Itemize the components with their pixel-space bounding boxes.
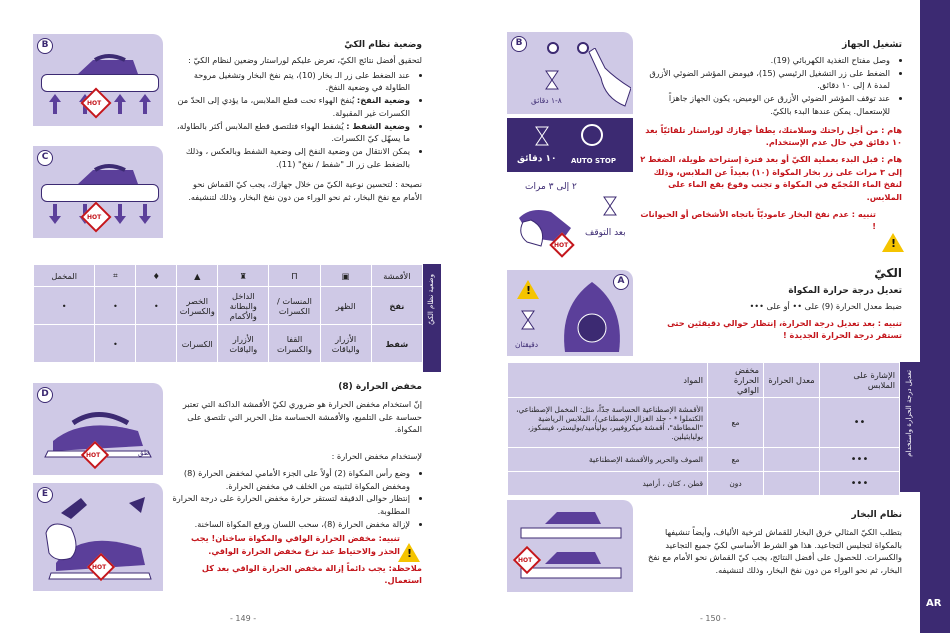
bullet: • عند توقف المؤشر الضوئي الأزرق عن الوميض، يكون الجهاز جاهزاً للإستعمال. يمكن عندها البدء بالكيّ.	[640, 92, 890, 117]
paragraph: ضبط معدل الحرارة (9) على •• أو على •••	[749, 301, 902, 311]
page-number-left: - 149 -	[230, 614, 257, 623]
cell: الخصر والكسرات	[177, 287, 218, 325]
finger-press-illustration	[585, 48, 631, 108]
cell: الأقمشة الإصطناعية الحساسة جدّاً، مثل: المخمل الإصطناعي، الكتملوا * - جلد الغزال الإصطناعي)، الملابس الرياضية "المطاطة"، أقمشة ميكروفيبر، بوليأميد/بوليستر، فيسكوز، بوليايثيلين.	[508, 398, 708, 448]
language-label: AR	[926, 598, 942, 609]
iron-steam-illustration	[515, 506, 627, 588]
cell: •••	[820, 448, 900, 472]
hourglass-icon	[521, 310, 535, 330]
hot-label: HOT	[518, 557, 533, 564]
figure-b-badge: B	[37, 38, 53, 54]
cell: •••	[820, 472, 900, 496]
warning-text: تنبيه : بعد تعديل درجة الحرارة، إنتظار حوالي دقيقتَين حتى تستقر درجة الحرارة الجديدة !	[667, 317, 902, 341]
times-label: ٢ إلى ٣ مرات	[525, 182, 577, 192]
skirt-icon: ▲	[177, 265, 218, 287]
cell: الظهر	[320, 287, 371, 325]
cell	[764, 448, 820, 472]
bullet: • وصل مفتاح التغذية الكهربائي (19).	[640, 54, 890, 67]
tie-icon: ♦	[136, 265, 177, 287]
tablecloth-icon: ⌗	[95, 265, 136, 287]
cell	[764, 472, 820, 496]
auto-stop-panel	[507, 118, 633, 172]
cell: •	[136, 287, 177, 325]
cell: القفا والكسرات	[269, 325, 320, 363]
section-title: وضعية نظام الكيّ	[344, 40, 422, 50]
cell: الصوف والحرير والأقمشة الإصطناعية	[508, 448, 708, 472]
warning-text: تنبيه : عدم نفخ البخار عاموديّاً باتجاه الأشخاص أو الحيوانات !	[640, 208, 876, 232]
warning-icon: !	[882, 233, 904, 252]
tip-paragraph: نصيحة : لتحسين نوعية الكيّ من خلال جهازك، يجب كيّ القماش نحو الأمام مع نفخ البخار، ثم نحو الوراء من دون نفخ البخار، وذلك لتنشيفه.	[188, 179, 422, 203]
ironing-modes-text	[172, 40, 422, 204]
cell: دون	[708, 472, 764, 496]
ten-minutes-label: ١٠ دقائق	[517, 154, 557, 164]
iron-illustration	[73, 162, 143, 188]
two-minutes-label: دقيقتان	[515, 340, 539, 349]
cell	[34, 325, 95, 363]
click-label: طق	[138, 449, 150, 457]
note-text: ملاحظة: يجب دائماً إزالة مخفض الحرارة الواقي بعد كل استعمال.	[201, 562, 422, 586]
hot-label: HOT	[92, 564, 107, 571]
temperature-table	[507, 362, 920, 492]
cell: الأزرار والياقات	[218, 325, 269, 363]
bullet: • وضع رأس المكواة (2) أولاً على الجزء الأمامي لمخفض الحرارة (8) ومخفض المكواة لتثبيته من الخلف في مخفض الحرارة.	[172, 467, 410, 492]
steam-system-text	[640, 510, 902, 577]
figure-d-badge: D	[37, 387, 53, 403]
figure-e-remove-guard	[33, 483, 163, 591]
hot-label: HOT	[86, 452, 101, 459]
hot-label: HOT	[87, 100, 102, 107]
fabric-mode-table	[33, 264, 441, 372]
hourglass-icon	[545, 70, 559, 90]
hot-label: HOT	[87, 214, 102, 221]
trousers-icon: Π	[269, 265, 320, 287]
figure-steam-times	[507, 178, 633, 260]
cell: قطن ، كتان ، أراميد	[508, 472, 708, 496]
fabric-icon-cell: المخمل	[34, 265, 95, 287]
shirt-icon: ▣	[320, 265, 371, 287]
auto-stop-label: AUTO STOP	[571, 157, 616, 165]
warning-text: تنبيه: مخفض الحرارة الواقي والمكواة ساخنان! يجب الحذر والاحتياط عند نزع مخفض الحرارة الواقي.	[191, 533, 400, 557]
cell: •	[95, 287, 136, 325]
cell: الأزرار والياقات	[320, 325, 371, 363]
warning-icon: !	[517, 280, 539, 299]
important-text: هام : من أجل راحتك وسلامتك، يطفأ جهازك لوراستار تلقائيّاً بعد ١٠ دقائق في حال عدم الإستخدام.	[645, 124, 902, 148]
cell: الداخل والبطانة والأكمام	[218, 287, 269, 325]
cell: •	[34, 287, 95, 325]
after-stop-label: بعد التوقف	[585, 228, 626, 238]
iron-temperature-text	[640, 266, 902, 342]
table-side-label: وضعية نظام الكيّ	[423, 264, 441, 372]
section-title: نظام البخار	[851, 510, 902, 520]
bullet: • الضغط على زر التشغيل الرئيسي (15)، فيومض المؤشر الضوئي الأزرق لمدة ٨ إلى ١٠ دقائق.	[640, 67, 890, 92]
cell: •	[95, 325, 136, 363]
cell: مع	[708, 398, 764, 448]
paragraph: لإستخدام مخفض الحرارة :	[331, 451, 422, 462]
cell: ••	[820, 398, 900, 448]
cell	[136, 325, 177, 363]
hourglass-icon	[535, 126, 549, 146]
header-cell: مخفض الحرارة الواقي	[708, 363, 764, 398]
cell	[764, 398, 820, 448]
iron-illustration	[73, 52, 143, 78]
bullet: • وضعية الشفط : يُشفط الهواء فتلتصق قطع الملابس أكثر بالطاولة، ما يسهّل كيّ الكسرات.	[172, 120, 410, 145]
section-title: مخفض الحرارة (8)	[338, 382, 422, 392]
figure-c-badge: C	[37, 150, 53, 166]
subsection-title: تعديل درجة حرارة المكواة	[788, 286, 902, 296]
header-cell: معدل الحرارة	[764, 363, 820, 398]
jacket-icon: ♜	[218, 265, 269, 287]
heat-guard-text	[172, 382, 422, 587]
hourglass-icon	[603, 196, 617, 216]
paragraph: إنّ استخدام مخفض الحرارة هو ضروري لكيّ الأقمشة الداكنة التي تعتبر حساسة على التلميع، والأقمشة الحساسة مثل الحرير التي تلتصق على المكواة.	[182, 399, 422, 435]
section-title: تشغيل الجهاز	[842, 40, 902, 50]
section-title: الكيّ	[874, 266, 902, 280]
figure-e-badge: E	[37, 487, 53, 503]
bullet: • وضعية النفخ: يُنفخ الهواء تحت قطع الملابس، ما يؤدي إلى الحدّ من الكسرات غير المقبولة.	[172, 94, 410, 119]
header-cell: الإشارة على الملابس	[820, 363, 900, 398]
start-device-text	[640, 40, 902, 233]
paragraph: بتطلب الكيّ المثالي خرق البخار للقماش لترخية الألياف، وأيضاً تنشيفها بالمكواة لتجليس التجاعيد. هذا هو الشرط الأساسي لكيّ جميع التجاعيد والكسرات. للحصول على أفضل النتائج، يجب كيّ القماش نحو الأمام مع نفخ البخار، ثم نحو الوراء من دون نفخ البخار، وذلك لتنشيفه.	[648, 527, 902, 576]
power-indicator-icon	[547, 42, 559, 54]
row-label: شفط	[371, 325, 422, 363]
bullet: • عند الضغط على زر الـ بخار (10)، يتم نفخ البخار وتشغيل مروحة الطاولة في وضعية النفخ.	[172, 69, 410, 94]
minutes-label: ٨-١ دقائق	[531, 96, 562, 105]
table-side-label: تعديل درجة الحرارة واستخدام	[900, 362, 920, 492]
bullet: • لإزالة مخفض الحرارة (8)، سحب اللسان ورفع المكواة الساخنة.	[172, 518, 410, 531]
cell: الكسرات	[177, 325, 218, 363]
important-text: هام : قبل البدء بعملية الكيّ أو بعد فترة إستراحة طويلة، الضغط ٢ إلى ٣ مرات على زر بخار المكواة (١٠) بعيداً عن الملابس، وذلك لنفخ الماء المُجمّع في المكواة و تجنب وقوع بقع الماء على الملابس.	[640, 153, 902, 203]
bullet: • إنتظار حوالى الدقيقة لتستقر حرارة مخفض الحرارة على درجة الحرارة المطلوبة.	[172, 492, 410, 517]
cell: المنسات / الكسرات	[269, 287, 320, 325]
bullet: • يمكن الانتقال من وضعية النفخ إلى وضعية الشفط وبالعكس ، وذلك بالضغط على زر الـ "شفط / نفخ" (11).	[172, 145, 410, 170]
page-number-right: - 150 -	[700, 614, 727, 623]
language-tab	[920, 0, 950, 633]
hot-label: HOT	[554, 242, 569, 249]
header-cell: المواد	[508, 363, 708, 398]
row-label: نفخ	[371, 287, 422, 325]
warning-icon: !	[398, 543, 420, 562]
figure-steam-system	[507, 500, 633, 592]
figure-b-badge: B	[511, 36, 527, 52]
figure-a-badge: A	[613, 274, 629, 290]
power-icon	[581, 124, 603, 146]
row-label: الأقمشة	[371, 265, 422, 287]
paragraph: لتحقيق أفضل نتائج الكيّ، تعرض عليكم لوراستار وضعين لنظام الكيّ :	[188, 55, 422, 65]
cell: مع	[708, 448, 764, 472]
